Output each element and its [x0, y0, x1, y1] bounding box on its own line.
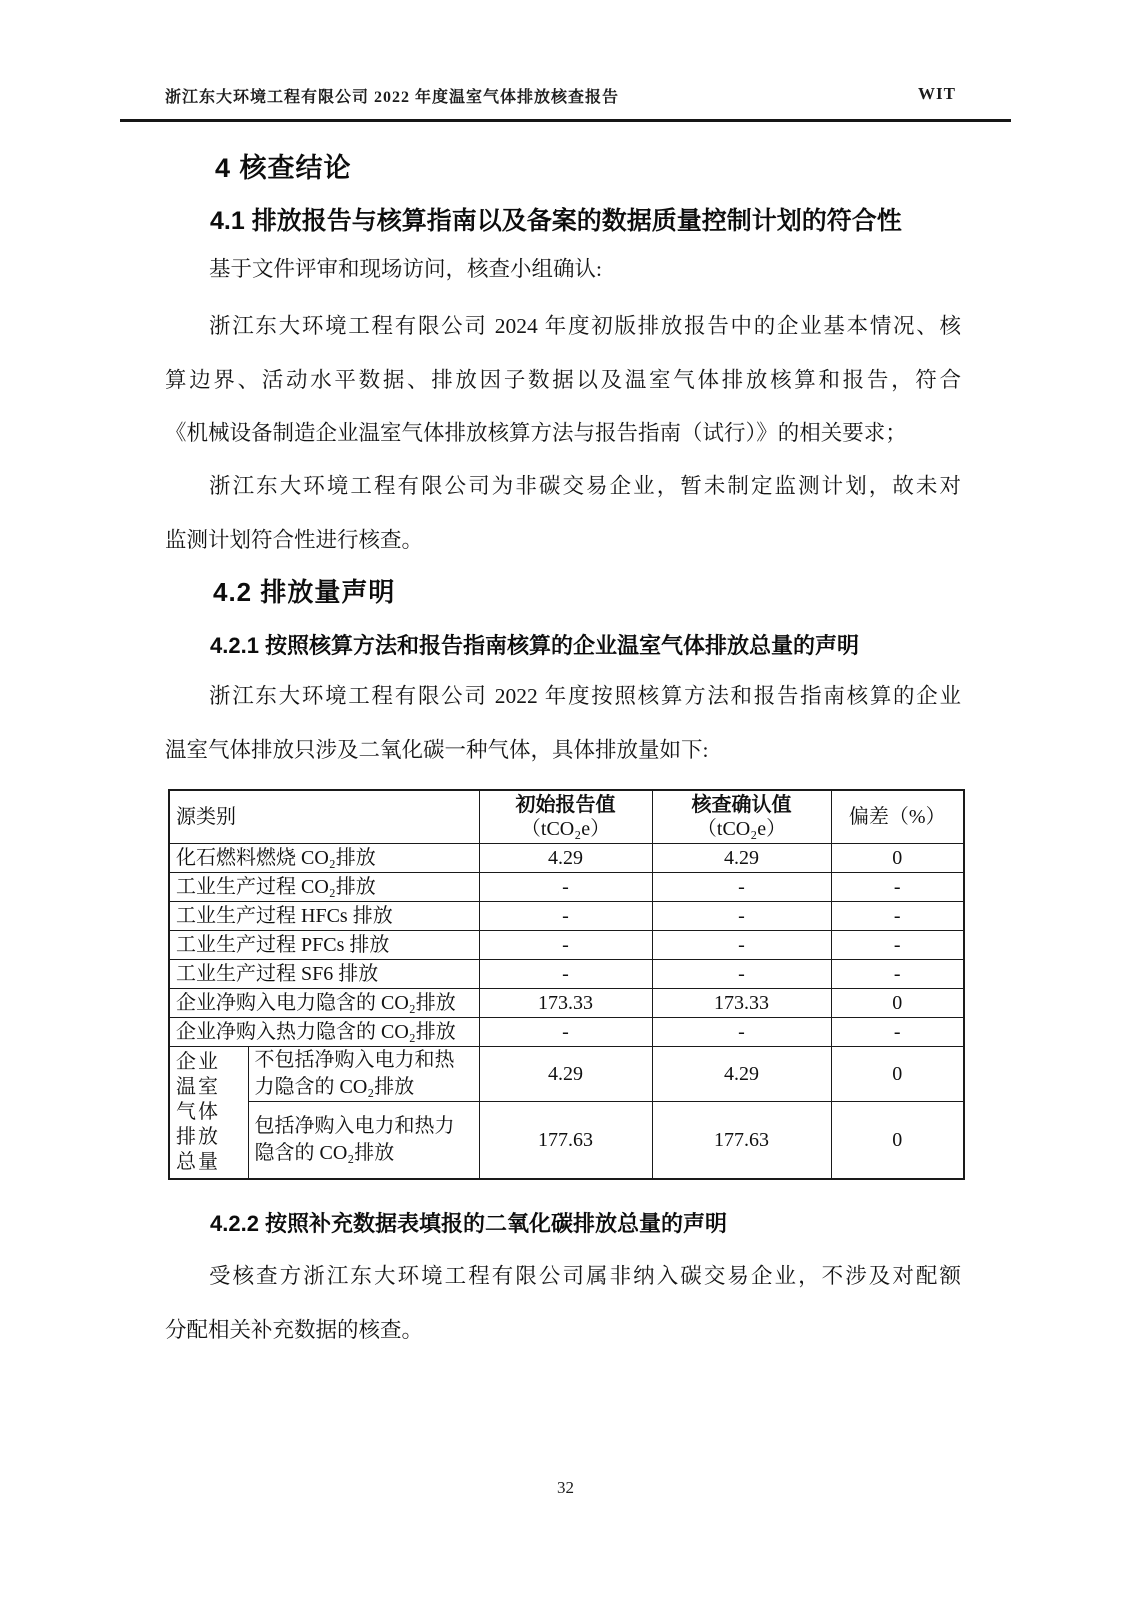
table-row — [169, 873, 964, 902]
section-heading-4-2-2: 4.2.2 按照补充数据表填报的二氧化碳排放总量的声明 — [210, 1211, 728, 1236]
footer-page-number: 32 — [557, 1478, 574, 1497]
text-line: 浙江东大环境工程有限公司 2024 年度初版排放报告中的企业基本情况、核 — [209, 314, 961, 338]
table-header-cell — [479, 790, 652, 844]
paragraph-monitoring-plan — [165, 460, 961, 567]
value-cell: - — [831, 873, 964, 902]
source-category-cell: 化石燃料燃烧 CO₂排放 — [169, 844, 479, 873]
total-group-label-cell: 企业温室气体排放总量 — [169, 1047, 248, 1180]
table-row — [169, 931, 964, 960]
table-header-label: 核查确认值 — [691, 794, 792, 816]
table-header-unit: （tCO₂e） — [696, 818, 787, 840]
table-header-unit: （tCO₂e） — [520, 818, 611, 840]
table-row — [169, 1047, 964, 1102]
section-heading-4-2-1: 4.2.1 按照核算方法和报告指南核算的企业温室气体排放总量的声明 — [210, 633, 860, 658]
value-cell: 0 — [831, 989, 964, 1018]
table-row — [169, 960, 964, 989]
table-header-label: 偏差（%） — [848, 806, 946, 828]
source-category-cell: 企业净购入热力隐含的 CO₂排放 — [169, 1018, 479, 1047]
table-row — [169, 902, 964, 931]
value-cell: - — [652, 960, 831, 989]
table-header-cell — [652, 790, 831, 844]
value-cell: 4.29 — [479, 1047, 652, 1102]
total-sub-label-cell: 不包括净购入电力和热力隐含的 CO₂排放 — [248, 1047, 479, 1102]
section-heading-4: 4 核查结论 — [215, 153, 352, 183]
source-category-cell: 企业净购入电力隐含的 CO₂排放 — [169, 989, 479, 1018]
value-cell: - — [479, 873, 652, 902]
text-line: 浙江东大环境工程有限公司 2022 年度按照核算方法和报告指南核算的企业 — [209, 684, 961, 708]
total-sub-label-cell: 包括净购入电力和热力隐含的 CO₂排放 — [248, 1102, 479, 1180]
value-cell: - — [652, 931, 831, 960]
table-row — [169, 844, 964, 873]
text-line: 浙江东大环境工程有限公司为非碳交易企业，暂未制定监测计划，故未对 — [209, 474, 961, 498]
header-brand: WIT — [918, 84, 956, 103]
text-line: 分配相关补充数据的核查。 — [165, 1317, 424, 1342]
header-rule — [120, 119, 1011, 122]
table-row — [169, 1102, 964, 1180]
paragraph-emission-statement-intro — [165, 670, 961, 777]
text-line: 温室气体排放只涉及二氧化碳一种气体，具体排放量如下: — [165, 737, 709, 762]
text-line: 《机械设备制造企业温室气体排放核算方法与报告指南（试行）》的相关要求； — [165, 421, 907, 445]
value-cell: 4.29 — [479, 844, 652, 873]
value-cell: - — [652, 873, 831, 902]
value-cell: - — [479, 960, 652, 989]
table-header-label: 初始报告值 — [515, 794, 616, 816]
section-heading-4-2: 4.2 排放量声明 — [213, 577, 396, 607]
value-cell: - — [831, 960, 964, 989]
header-title: 浙江东大环境工程有限公司 2022 年度温室气体排放核查报告 — [165, 89, 620, 106]
source-category-cell: 工业生产过程 CO₂排放 — [169, 873, 479, 902]
value-cell: - — [652, 1018, 831, 1047]
value-cell: 177.63 — [479, 1102, 652, 1180]
value-cell: - — [479, 1018, 652, 1047]
text-line: 受核查方浙江东大环境工程有限公司属非纳入碳交易企业，不涉及对配额 — [209, 1264, 961, 1288]
value-cell: - — [831, 931, 964, 960]
emissions-table — [168, 789, 965, 1180]
value-cell: 177.63 — [652, 1102, 831, 1180]
source-category-cell: 工业生产过程 PFCs 排放 — [169, 931, 479, 960]
section-heading-4-1: 4.1 排放报告与核算指南以及备案的数据质量控制计划的符合性 — [210, 207, 902, 235]
value-cell: - — [479, 931, 652, 960]
table-header-cell — [169, 790, 479, 844]
table-header-row — [169, 790, 964, 844]
value-cell: 173.33 — [479, 989, 652, 1018]
value-cell: 173.33 — [652, 989, 831, 1018]
table-row — [169, 1018, 964, 1047]
paragraph-supplementary-data — [165, 1250, 961, 1357]
source-category-cell: 工业生产过程 HFCs 排放 — [169, 902, 479, 931]
value-cell: - — [831, 902, 964, 931]
paragraph-report-compliance — [165, 300, 961, 461]
value-cell: 0 — [831, 844, 964, 873]
value-cell: 0 — [831, 1102, 964, 1180]
paragraph-confirmation-intro — [165, 243, 961, 297]
table-row — [169, 989, 964, 1018]
value-cell: - — [831, 1018, 964, 1047]
table-header-cell — [831, 790, 964, 844]
source-category-cell: 工业生产过程 SF6 排放 — [169, 960, 479, 989]
table-header-label: 源类别 — [176, 806, 236, 828]
value-cell: - — [652, 902, 831, 931]
value-cell: - — [479, 902, 652, 931]
text-line: 基于文件评审和现场访问，核查小组确认: — [209, 257, 602, 281]
value-cell: 4.29 — [652, 1047, 831, 1102]
value-cell: 4.29 — [652, 844, 831, 873]
text-line: 监测计划符合性进行核查。 — [165, 527, 424, 552]
text-line: 算边界、活动水平数据、排放因子数据以及温室气体排放核算和报告，符合 — [165, 367, 961, 392]
value-cell: 0 — [831, 1047, 964, 1102]
